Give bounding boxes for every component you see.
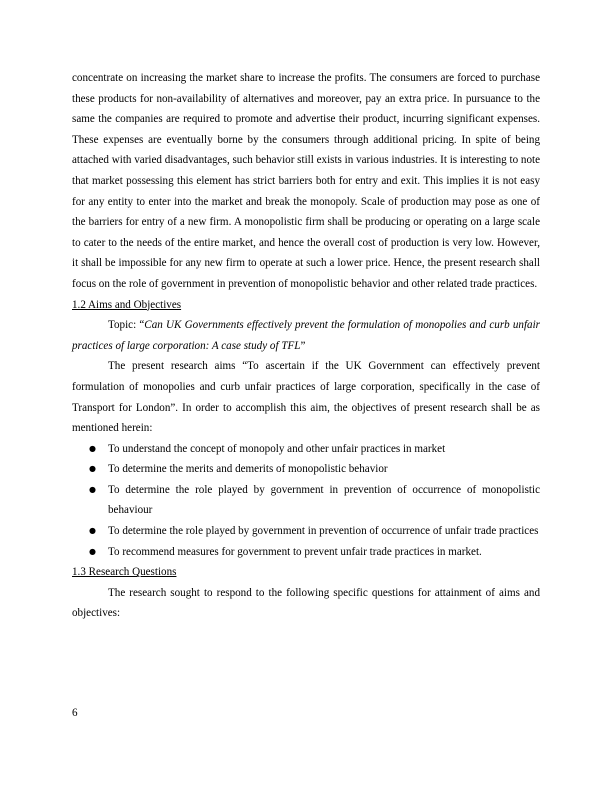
research-questions-heading: 1.3 Research Questions bbox=[72, 566, 177, 579]
document-page bbox=[72, 68, 540, 624]
objective-text: To recommend measures for government to prevent unfair trade practices in market. bbox=[108, 545, 482, 558]
aim-paragraph: The present research aims “To ascertain if the UK Government can effectively prevent formulation of monopolies and curb unfair practices of large corporation, specifically in the case of Transport for London”. In order to accomplish this aim, the objectives of present research shall be as mentioned herein: bbox=[72, 360, 540, 435]
intro-paragraph: concentrate on increasing the market share to increase the profits. The consumers are forced to purchase these products for non-availability of alternatives and moreover, pay an extra price. In pursuance to the same the companies are required to promote and advertise their product, incurring significant expenses. These expenses are eventually borne by the consumers through additional pricing. In spite of being attached with varied disadvantages, such behavior still exists in various industries. It is interesting to note that market possessing this element has strict barriers both for entry and exit. This implies it is not easy for any entity to enter into the market and break the monopoly. Scale of production may pose as one of the barriers for entry of a new firm. A monopolistic firm shall be producing or operating on a large scale to cater to the needs of the entire market, and hence the overall cost of production is very low. However, it shall be impossible for any new firm to operate at such a lower price. Hence, the present research shall focus on the role of government in prevention of monopolistic behavior and other related trade practices. bbox=[72, 72, 540, 290]
topic-paragraph bbox=[72, 315, 540, 356]
objective-text: To determine the role played by government in prevention of occurrence of unfair trade practices bbox=[108, 525, 539, 538]
bullet-icon: ● bbox=[89, 443, 96, 453]
topic-prefix: Topic: “ bbox=[108, 319, 145, 332]
research-questions-paragraph: The research sought to respond to the following specific questions for attainment of aims and objectives: bbox=[72, 586, 540, 620]
bullet-icon: ● bbox=[89, 484, 96, 494]
topic-suffix: ” bbox=[300, 339, 306, 352]
list-item bbox=[72, 459, 540, 480]
list-item bbox=[72, 439, 540, 460]
objectives-list bbox=[72, 439, 540, 563]
objective-text: To determine the merits and demerits of monopolistic behavior bbox=[108, 463, 388, 476]
topic-title: Can UK Governments effectively prevent the formulation of monopolies and curb unfair practices of large corporation: A case study of TFL bbox=[72, 319, 540, 352]
bullet-icon: ● bbox=[89, 526, 96, 536]
bullet-icon: ● bbox=[89, 546, 96, 556]
list-item bbox=[72, 542, 540, 563]
objective-text: To understand the concept of monopoly and other unfair practices in market bbox=[108, 442, 446, 455]
aims-objectives-heading: 1.2 Aims and Objectives bbox=[72, 298, 182, 311]
objective-text: To determine the role played by government in prevention of occurrence of monopolistic behaviour bbox=[108, 483, 540, 517]
page-number: 6 bbox=[72, 707, 78, 719]
list-item bbox=[72, 521, 540, 542]
list-item bbox=[72, 480, 540, 521]
bullet-icon: ● bbox=[89, 464, 96, 474]
